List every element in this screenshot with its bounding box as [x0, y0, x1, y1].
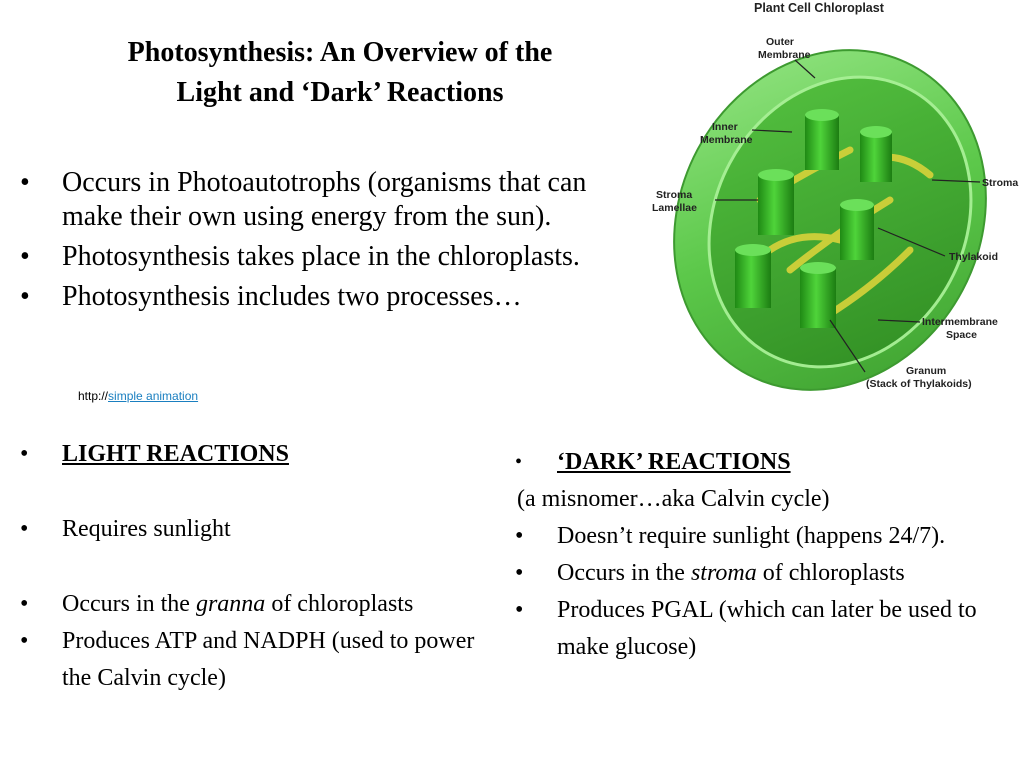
- title-line-1: Photosynthesis: An Overview of the: [127, 37, 553, 68]
- bullet-icon: •: [20, 281, 30, 312]
- light-reactions-atp-text: Produces ATP and NADPH (used to power the Calvin cycle): [62, 628, 475, 691]
- dark-reactions-heading-item: [515, 444, 1005, 481]
- dark-reactions-pgal-text: Produces PGAL (which can later be used to make glucose): [557, 597, 977, 660]
- dark-reactions-subtitle: (a misnomer…aka Calvin cycle): [517, 486, 830, 512]
- light-reactions-heading: LIGHT REACTIONS: [62, 441, 289, 467]
- light-reactions-list: [20, 436, 490, 697]
- bullet-icon: •: [20, 591, 29, 617]
- animation-link[interactable]: simple animation: [108, 389, 199, 403]
- chloroplast-illustration: [640, 0, 1024, 410]
- intro-bullet-text: Photosynthesis takes place in the chloroplasts.: [62, 241, 580, 272]
- intro-bullet-two-processes: [20, 280, 640, 314]
- bullet-icon: •: [515, 451, 523, 473]
- text-after: of chloroplasts: [265, 591, 414, 617]
- text-before: Occurs in the: [62, 591, 196, 617]
- chloroplast-diagram: [640, 0, 1024, 410]
- light-reactions-sunlight: [20, 511, 490, 548]
- label-stroma-lamellae-1: Stroma: [656, 189, 693, 201]
- bullet-icon: •: [20, 241, 30, 272]
- label-thylakoid: Thylakoid: [949, 251, 999, 263]
- bullet-icon: •: [515, 523, 524, 549]
- bullet-icon: •: [515, 597, 524, 623]
- italic-term: granna: [195, 591, 266, 617]
- light-reactions-granna-text: [62, 591, 413, 617]
- dark-reactions-pgal: [515, 592, 1005, 666]
- label-outer-membrane-1: Outer: [766, 36, 795, 48]
- label-intermembrane-2: Space: [946, 329, 977, 341]
- slide-title: [40, 33, 640, 113]
- light-reactions-granna: [20, 586, 490, 623]
- label-stroma: Stroma: [982, 177, 1019, 189]
- intro-bullet-text: Occurs in Photoautotrophs (organisms that can make their own using energy from the sun).: [62, 167, 587, 232]
- dark-reactions-stroma: [515, 555, 1005, 592]
- light-reactions-atp: [20, 623, 490, 697]
- intro-bullet-chloroplasts: [20, 240, 640, 274]
- dark-reactions-stroma-text: [557, 560, 905, 586]
- intro-bullet-photoautotrophs: [20, 166, 640, 234]
- diagram-title: Plant Cell Chloroplast: [754, 1, 884, 15]
- dark-reactions-no-sunlight-text: Doesn’t require sunlight (happens 24/7).: [557, 523, 946, 549]
- text-before: Occurs in the: [557, 560, 691, 586]
- label-intermembrane-1: Intermembrane: [922, 316, 998, 328]
- bullet-icon: •: [20, 167, 30, 198]
- light-reactions-heading-item: [20, 436, 490, 473]
- label-stroma-lamellae-2: Lamellae: [652, 202, 697, 214]
- intro-bullet-text: Photosynthesis includes two processes…: [62, 281, 522, 312]
- bullet-icon: •: [20, 441, 29, 467]
- dark-reactions-list: [515, 444, 1005, 666]
- label-outer-membrane-2: Membrane: [758, 49, 811, 61]
- animation-link-prefix: http://: [78, 389, 109, 403]
- dark-reactions-no-sunlight: [515, 518, 1005, 555]
- bullet-icon: •: [515, 560, 524, 586]
- label-inner-membrane-1: Inner: [712, 121, 738, 133]
- bullet-icon: •: [20, 516, 29, 542]
- intro-bullet-list: [20, 166, 640, 320]
- text-after: of chloroplasts: [756, 560, 905, 586]
- light-reactions-sunlight-text: Requires sunlight: [62, 516, 231, 542]
- label-granum-2: (Stack of Thylakoids): [866, 378, 972, 390]
- title-line-2: Light and ‘Dark’ Reactions: [176, 77, 504, 108]
- label-granum-1: Granum: [906, 365, 947, 377]
- dark-reactions-heading: ‘DARK’ REACTIONS: [557, 449, 791, 475]
- label-inner-membrane-2: Membrane: [700, 134, 753, 146]
- italic-term: stroma: [690, 560, 757, 586]
- animation-link-line: [78, 389, 198, 403]
- bullet-icon: •: [20, 628, 29, 654]
